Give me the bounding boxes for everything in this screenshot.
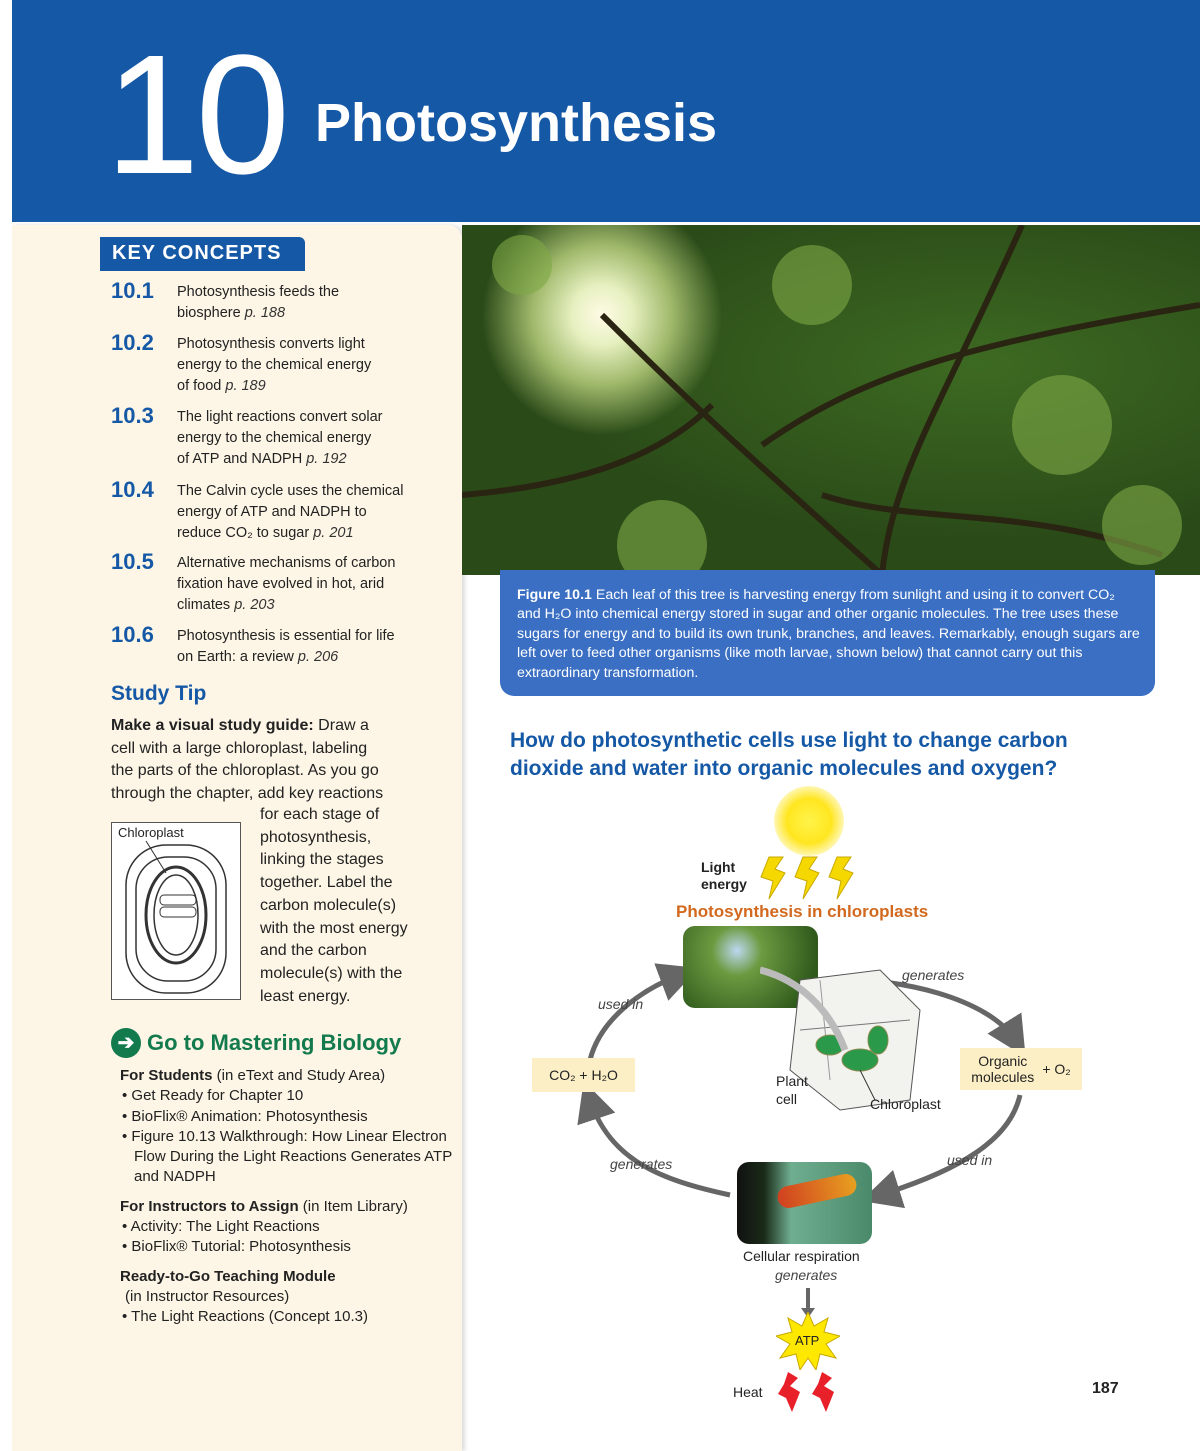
chloroplast-sketch	[111, 822, 241, 1000]
concept-text	[177, 407, 456, 470]
atp-label: ATP	[795, 1333, 820, 1348]
plant-label: Plant	[776, 1073, 808, 1089]
resource-link[interactable]: • Get Ready for Chapter 10	[122, 1087, 304, 1105]
concept-number: 10.2	[111, 330, 154, 355]
caption-text: Each leaf of this tree is harvesting energy from sunlight and using it to convert CO₂ and H₂O into chemical energy stored in sugar and other organic molecules. The tree uses these sugars for energy and to build its own trunk, branches, and leaves. Remarkably, enough sugars are left over to feed other organisms (like moth larvae, shown below) that cannot carry out this extraordinary transformation.	[517, 587, 1140, 681]
resource-link[interactable]: • The Light Reactions (Concept 10.3)	[122, 1308, 368, 1326]
tip-line: the parts of the chloroplast. As you go	[111, 762, 379, 780]
concept-line: Alternative mechanisms of carbon	[177, 555, 396, 571]
mastering-resources	[120, 1066, 455, 1337]
concept-text	[177, 334, 456, 397]
page-reference[interactable]: p. 206	[297, 649, 339, 665]
concept-text	[177, 282, 456, 324]
concept-line: Photosynthesis is essential for life	[177, 628, 395, 644]
generates-label: generates	[610, 1156, 673, 1172]
resource-label: BioFlix® Tutorial: Photosynthesis	[131, 1238, 351, 1256]
concept-line: of food	[177, 378, 222, 394]
students-resources	[120, 1066, 455, 1188]
concept-number: 10.3	[111, 403, 154, 428]
concept-line: The Calvin cycle uses the chemical	[177, 483, 404, 499]
resource-link[interactable]: • BioFlix® Animation: Photosynthesis	[122, 1107, 368, 1125]
chloroplast-drawing-icon	[112, 823, 242, 1001]
page-reference[interactable]: p. 189	[225, 378, 266, 394]
tree-canopy-photo	[462, 225, 1200, 575]
concept-line: on Earth: a review	[177, 649, 294, 665]
concept-line: The light reactions convert solar	[177, 409, 383, 425]
concept-line: Photosynthesis feeds the	[177, 284, 340, 300]
tip-line: linking the stages	[260, 851, 384, 869]
tip-line: photosynthesis,	[260, 828, 372, 846]
plant-cell-label	[776, 1072, 808, 1108]
resource-link[interactable]: • BioFlix® Tutorial: Photosynthesis	[122, 1238, 351, 1256]
module-list	[120, 1307, 455, 1327]
instructors-list	[120, 1217, 455, 1258]
mastering-biology-link[interactable]	[111, 1028, 401, 1058]
instructors-note: (in Item Library)	[298, 1197, 408, 1215]
students-note: (in eText and Study Area)	[212, 1067, 386, 1084]
study-tip-bold: Make a visual study guide:	[111, 717, 314, 734]
concept-number: 10.5	[111, 549, 154, 574]
resource-label: Figure 10.13 Walkthrough: How Linear Electron Flow During the Light Reactions Generates ATP and NADPH	[131, 1127, 452, 1186]
tip-line: together. Label the	[260, 874, 393, 892]
figure-label: Figure 10.1	[517, 587, 592, 603]
instructors-resources	[120, 1197, 455, 1258]
concept-line: reduce CO₂ to sugar	[177, 525, 310, 541]
sun-icon	[774, 786, 844, 856]
tip-line: Draw a	[313, 717, 369, 734]
used-in-label: used in	[598, 996, 644, 1012]
reactants-box: CO₂ + H₂O	[532, 1058, 635, 1092]
mastering-heading: Go to Mastering Biology	[147, 1030, 402, 1055]
module-note: (in Instructor Resources)	[125, 1287, 290, 1305]
tip-line: carbon molecule(s)	[260, 896, 397, 914]
chapter-title: Photosynthesis	[315, 93, 718, 153]
guiding-question: How do photosynthetic cells use light to change carbon dioxide and water into organic molecules and oxygen?	[510, 729, 1068, 780]
energy-label: energy	[701, 876, 747, 892]
concept-line: energy to the chemical energy	[177, 357, 372, 373]
concept-text	[177, 481, 456, 544]
cell-label: cell	[776, 1091, 798, 1107]
module-heading: Ready-to-Go Teaching Module	[120, 1267, 336, 1285]
concept-line: climates	[177, 597, 231, 613]
tip-line: molecule(s) with the	[260, 964, 403, 982]
page-number: 187	[1092, 1380, 1119, 1397]
light-label: Light	[701, 859, 736, 875]
page-reference[interactable]: p. 201	[313, 525, 354, 541]
concept-line: energy of ATP and NADPH to	[177, 504, 367, 520]
key-concepts-heading: KEY CONCEPTS	[100, 237, 305, 271]
generates-label: generates	[902, 967, 965, 983]
cellular-respiration-label: Cellular respiration	[743, 1248, 860, 1264]
chapter-number: 10	[105, 20, 287, 210]
generates-label: generates	[775, 1267, 838, 1283]
tree-branches-icon	[462, 225, 1200, 575]
resource-link[interactable]: • Figure 10.13 Walkthrough: How Linear Electron Flow During the Light Reactions Generates ATP and NADPH	[122, 1127, 452, 1186]
concept-line: energy to the chemical energy	[177, 430, 372, 446]
resource-label: The Light Reactions (Concept 10.3)	[131, 1308, 368, 1326]
tip-line: with the most energy	[260, 919, 408, 937]
light-energy-label	[701, 859, 747, 893]
resource-label: Get Ready for Chapter 10	[131, 1087, 304, 1105]
chloroplast-label: Chloroplast	[870, 1096, 941, 1112]
concept-line: Photosynthesis converts light	[177, 336, 365, 352]
concept-line: of ATP and NADPH	[177, 451, 303, 467]
heat-label: Heat	[733, 1384, 763, 1400]
concept-text	[177, 626, 456, 668]
tip-line: for each stage of	[260, 806, 380, 823]
tip-line: and the carbon	[260, 942, 367, 960]
study-tip-heading: Study Tip	[111, 682, 207, 705]
light-bolts-icon	[755, 855, 865, 901]
tip-line: cell with a large chloroplast, labeling	[111, 739, 368, 757]
resource-link[interactable]: • Activity: The Light Reactions	[122, 1218, 320, 1236]
concept-number: 10.4	[111, 477, 154, 502]
page-reference[interactable]: p. 192	[306, 451, 347, 467]
tip-line: through the chapter, add key reactions	[111, 785, 384, 803]
page-reference[interactable]: p. 203	[234, 597, 275, 613]
heat-bolts-icon	[774, 1372, 840, 1412]
used-in-label: used in	[947, 1152, 993, 1168]
organic-molecules-label	[971, 1053, 1034, 1085]
concept-text	[177, 553, 456, 616]
teaching-module	[120, 1267, 455, 1328]
arrow-right-icon: ➔	[111, 1028, 141, 1058]
study-tip-side-text	[260, 804, 455, 1008]
resource-label: Activity: The Light Reactions	[130, 1218, 320, 1236]
figure-caption	[500, 570, 1155, 696]
products-box	[960, 1048, 1082, 1090]
chloroplast-label: Chloroplast	[118, 825, 184, 840]
study-tip-text	[111, 715, 451, 806]
concept-number: 10.1	[111, 278, 154, 303]
page-reference[interactable]: p. 188	[244, 305, 286, 321]
concept-line: biosphere	[177, 305, 241, 321]
concept-line: fixation have evolved in hot, arid	[177, 576, 385, 592]
concept-number: 10.6	[111, 622, 154, 647]
students-heading: For Students	[120, 1067, 213, 1084]
moth-larva-photo	[737, 1162, 872, 1244]
organic-label: Organic	[978, 1053, 1028, 1069]
instructors-heading: For Instructors to Assign	[120, 1197, 299, 1215]
resource-label: BioFlix® Animation: Photosynthesis	[131, 1107, 368, 1125]
molecules-label: molecules	[971, 1069, 1035, 1085]
students-list	[120, 1086, 455, 1187]
larva-icon	[776, 1172, 859, 1210]
oxygen-label: + O₂	[1042, 1061, 1071, 1077]
tip-line: least energy.	[260, 987, 351, 1005]
photosynthesis-label: Photosynthesis in chloroplasts	[676, 902, 929, 921]
